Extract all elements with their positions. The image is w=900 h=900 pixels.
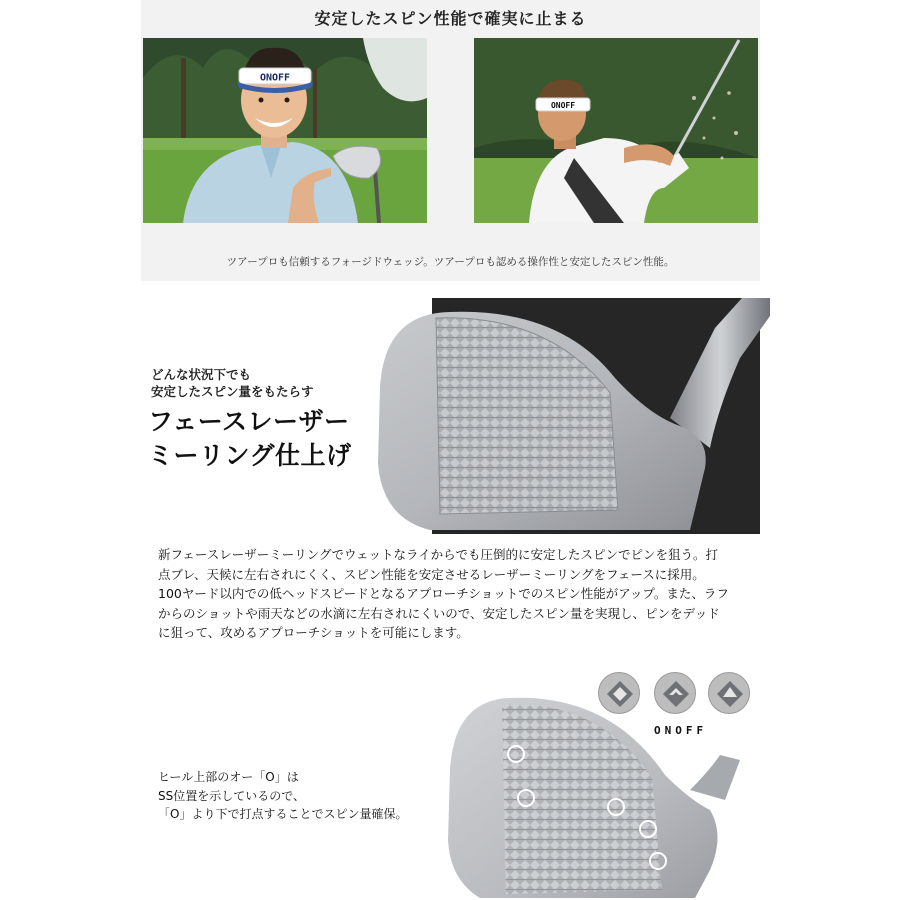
banner-caption: ツアープロも信頼するフォージドウェッジ。ツアープロも認める操作性と安定したスピン性能。 (226, 256, 675, 268)
photo-golfer-pointing (143, 38, 427, 223)
feature-lead (151, 366, 314, 400)
heel-note-line2: SS位置を示しているので、 (158, 788, 305, 803)
visor-logo: ONOFF (550, 101, 576, 110)
feature-description (158, 545, 768, 643)
feature-headline-line1: フェースレーザー (148, 407, 350, 436)
photo-golfer-swinging (474, 38, 758, 223)
banner-title: 安定したスピン性能で確実に止まる (314, 9, 587, 28)
milling-badge-diamond-icon (598, 672, 640, 714)
description-line: 100ヤード以内での低ヘッドスピードとなるアプローチショットでのスピン性能がアップ。また、ラフ (158, 586, 729, 601)
heel-note-line3: 「O」より下で打点することでスピン量確保。 (158, 807, 408, 821)
heel-note (158, 768, 407, 824)
feature-lead-line2: 安定したスピン量をもたらす (151, 384, 314, 399)
feature-headline-line2: ミーリング仕上げ (148, 441, 352, 470)
onoff-logo: ONOFF (654, 724, 708, 737)
milling-badge-arrow-icon (708, 672, 750, 714)
visor-logo: ONOFF (259, 72, 291, 84)
description-line: 新フェースレーザーミーリングでウェットなライからでも圧倒的に安定したスピンでピンを狙う。打 (158, 547, 719, 562)
description-line: に狙って、攻めるアプローチショットを可能にします。 (158, 625, 469, 640)
wedge-face-illustration (370, 298, 770, 534)
milling-pattern-badges (598, 672, 758, 717)
feature-headline (148, 405, 352, 473)
description-line: 点ブレ、天候に左右されにくく、スピン性能を安定させるレーザーミーリングをフェースに採用。 (158, 566, 705, 582)
milling-badge-chevron-icon (654, 672, 696, 714)
description-line: からのショットや雨天などの水滴に左右されにくいので、安定したスピン量を実現し、ピンをデッド (158, 605, 720, 621)
feature-lead-line1: どんな状況下でも (151, 367, 252, 382)
top-banner (141, 0, 760, 281)
heel-note-line1: ヒール上部のオー「O」は (158, 770, 299, 784)
